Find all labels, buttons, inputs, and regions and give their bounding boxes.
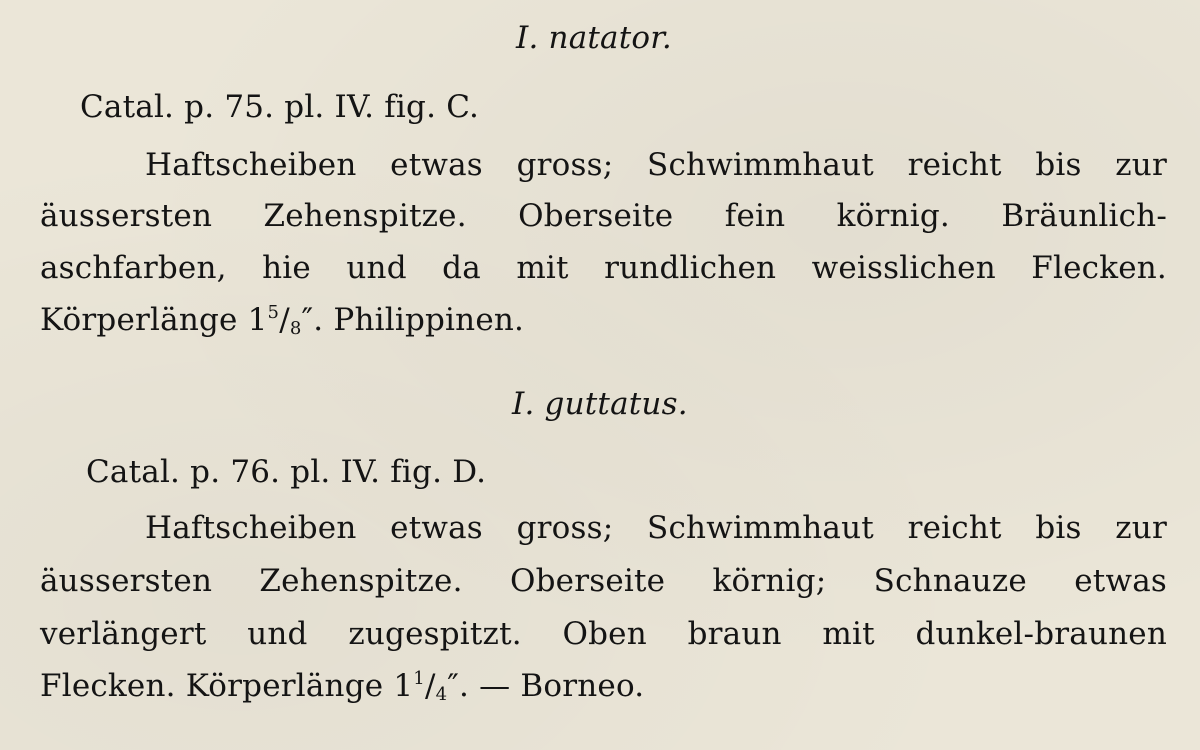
catalog-reference-guttatus: Catal. p. 76. pl. IV. fig. D. bbox=[86, 454, 487, 490]
fraction bbox=[413, 668, 447, 704]
body-length-suffix: ″. — Borneo. bbox=[447, 668, 645, 704]
body-length-suffix: ″. Philippinen. bbox=[301, 302, 525, 338]
description-line: verlängert und zugespitzt. Oben braun mit dunkel-braunen bbox=[40, 616, 1167, 652]
species-heading-guttatus: I. guttatus. bbox=[512, 386, 688, 422]
body-length-prefix: Körperlänge 1 bbox=[40, 302, 268, 338]
description-line: äussersten Zehenspitze. Oberseite fein körnig. Bräunlich- bbox=[40, 198, 1167, 234]
description-line: äussersten Zehenspitze. Oberseite körnig; Schnauze etwas bbox=[40, 563, 1167, 599]
fraction-slash: / bbox=[424, 668, 436, 704]
fraction-numerator: 1 bbox=[413, 668, 425, 689]
fraction-denominator: 8 bbox=[289, 318, 302, 339]
body-length-guttatus bbox=[40, 666, 644, 706]
body-length-prefix: Flecken. Körperlänge 1 bbox=[40, 668, 414, 704]
fraction bbox=[268, 302, 302, 338]
species-heading-natator: I. natator. bbox=[516, 20, 672, 56]
fraction-slash: / bbox=[279, 302, 290, 338]
body-length-natator bbox=[40, 300, 524, 340]
catalog-reference-natator: Catal. p. 75. pl. IV. fig. C. bbox=[80, 89, 480, 125]
fraction-numerator: 5 bbox=[267, 302, 280, 323]
description-line: Haftscheiben etwas gross; Schwimmhaut reicht bis zur bbox=[145, 147, 1167, 183]
fraction-denominator: 4 bbox=[435, 684, 448, 705]
description-line: Haftscheiben etwas gross; Schwimmhaut reicht bis zur bbox=[145, 510, 1167, 546]
description-line: aschfarben, hie und da mit rundlichen weisslichen Flecken. bbox=[40, 250, 1167, 286]
